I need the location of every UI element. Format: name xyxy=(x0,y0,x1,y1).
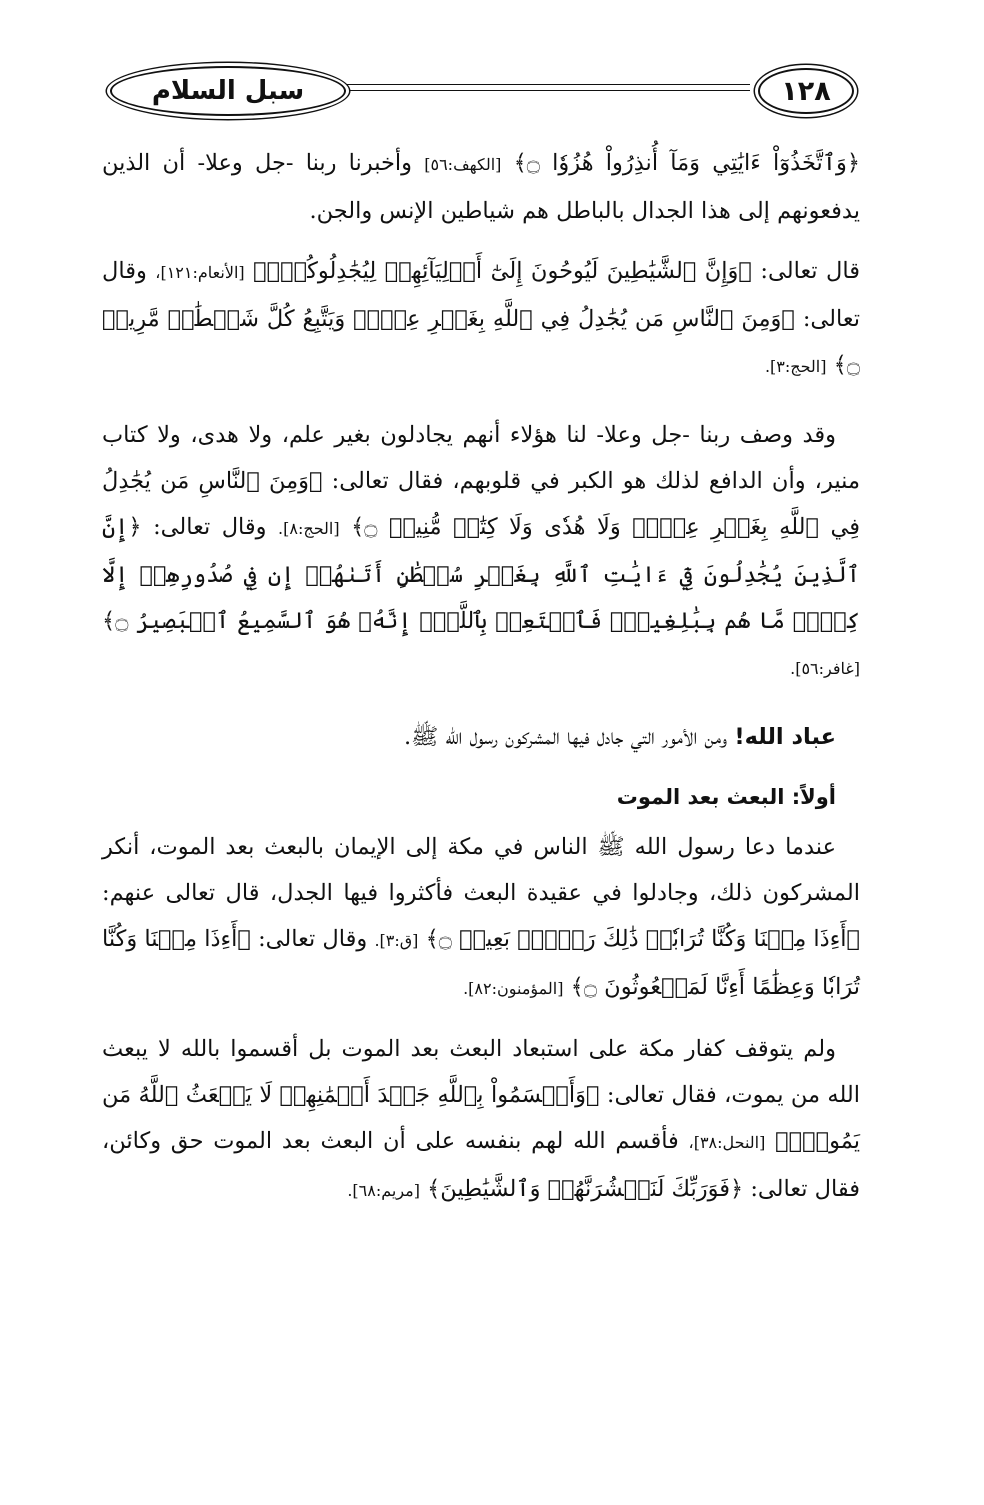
paragraph-text: عندما دعا رسول الله ﷺ الناس في مكة إلى الإيمان بالبعث بعد الموت، أنكر المشركون ذلك، وجادلوا في عقيدة البعث فأكثروا فيها الجدل، قال تعالى عنهم: xyxy=(102,834,860,906)
paragraph-text: ومن الأمور التي جادل فيها المشركون رسول الله ﷺ. xyxy=(404,724,728,750)
verse-reference: [المؤمنون:٨٢]. xyxy=(463,979,564,998)
paragraph-1 xyxy=(102,140,860,234)
paragraph-text: وأخبرنا ربنا -جل وعلا- أن الذين يدفعونهم إلى هذا الجدال بالباطل هم شياطين الإنس والجن. xyxy=(102,150,860,224)
verse-reference: [الأنعام:١٢١]، xyxy=(155,263,245,282)
page-body xyxy=(102,140,860,1228)
quran-verse: ﴿وَمِنَ ٱلنَّاسِ مَن يُجَٰدِلُ فِي ٱللَّهِ بِغَيۡرِ عِلۡمٖ وَلَا هُدٗى وَلَا كِتَٰبٖ مُّنِيرٖ ۝﴾ xyxy=(102,468,861,540)
quran-verse: ﴿أَءِذَا مِتۡنَا وَكُنَّا تُرَابٗاۖ ذَٰلِكَ رَجۡعُۢ بَعِيدٞ ۝﴾ xyxy=(425,926,861,952)
paragraph-5 xyxy=(102,824,860,1012)
quran-verse: ﴿إِنَّ ٱلَّذِينَ يُجَٰدِلُونَ فِيٓ ءَايَٰتِ ٱللَّهِ بِغَيۡرِ سُلۡطَٰنٍ أَتَىٰهُمۡ إِن فِي صُدُورِهِمۡ إِلَّا كِبۡرٞ مَّا هُم بِبَٰلِغِيهِۚ فَٱسۡتَعِذۡ بِٱللَّهِۖ إِنَّهُۥ هُوَ ٱلسَّمِيعُ ٱلۡبَصِيرُ ۝﴾ xyxy=(102,514,860,634)
verse-reference: [الكهف:٥٦] xyxy=(424,155,502,174)
verse-reference: [الحج:٨]. xyxy=(278,519,340,538)
paragraph-text: وقال تعالى: xyxy=(258,926,368,952)
paragraph-6 xyxy=(102,1026,860,1214)
paragraph-text: وقال تعالى: xyxy=(153,514,267,540)
quran-verse: ﴿وَٱتَّخَذُوٓاْ ءَايَٰتِي وَمَآ أُنذِرُواْ هُزُوٗا ۝﴾ xyxy=(513,150,860,176)
paragraph-3 xyxy=(102,412,860,692)
verse-reference: [مريم:٦٨]. xyxy=(347,1181,420,1200)
quran-verse: ﴿وَمِنَ ٱلنَّاسِ مَن يُجَٰدِلُ فِي ٱللَّهِ بِغَيۡرِ عِلۡمٖ وَيَتَّبِعُ كُلَّ شَيۡطَٰنٖ مَّرِيدٖ ۝﴾ xyxy=(102,306,860,378)
paragraph-text: وقد وصف ربنا -جل وعلا- لنا هؤلاء أنهم يجادلون بغير علم، ولا هدى، ولا كتاب منير، وأن الدافع لذلك هو الكبر في قلوبهم، فقال تعالى: xyxy=(102,422,860,494)
paragraph-2 xyxy=(102,248,860,390)
verse-reference: [ق:٣]. xyxy=(374,931,419,950)
paragraph-text: وقال تعالى: xyxy=(102,258,860,332)
running-title: سبل السلام xyxy=(151,76,305,106)
page-number-frame xyxy=(758,68,854,114)
paragraph-4 xyxy=(102,714,860,760)
running-title-frame xyxy=(110,66,346,116)
paragraph-text: ولم يتوقف كفار مكة على استبعاد البعث بعد الموت بل أقسموا بالله لا يبعث الله من يموت، فقال تعالى: xyxy=(102,1036,861,1108)
paragraph-intro: قال تعالى: xyxy=(760,258,860,284)
verse-reference: [النحل:٣٨]، xyxy=(688,1133,766,1152)
quran-verse: ﴿وَأَقۡسَمُواْ بِٱللَّهِ جَهۡدَ أَيۡمَٰنِهِمۡ لَا يَبۡعَثُ ٱللَّهُ مَن يَمُوتُۚ﴾ xyxy=(102,1082,860,1154)
section-heading: أولاً: البعث بعد الموت xyxy=(616,785,836,809)
verse-reference: [الحج:٣]. xyxy=(764,357,827,376)
quran-verse: ﴿وَإِنَّ ٱلشَّيَٰطِينَ لَيُوحُونَ إِلَىٰٓ أَوۡلِيَآئِهِمۡ لِيُجَٰدِلُوكُمۡۖ﴾ xyxy=(253,258,752,284)
paragraph-text: فأقسم الله لهم بنفسه على أن البعث بعد الموت حق وكائن، فقال تعالى: xyxy=(102,1128,860,1202)
quran-verse: ﴿أَءِذَا مِتۡنَا وَكُنَّا تُرَابٗا وَعِظَٰمًا أَءِنَّا لَمَبۡعُوثُونَ ۝﴾ xyxy=(102,926,860,1000)
paragraph-lead: عباد الله! xyxy=(734,724,836,750)
verse-reference: [غافر:٥٦]. xyxy=(790,659,860,678)
quran-verse: ﴿فَوَرَبِّكَ لَنَحۡشُرَنَّهُمۡ وَٱلشَّيَٰطِينَ﴾ xyxy=(427,1176,744,1202)
page-header xyxy=(96,62,860,124)
page-number: ١٢٨ xyxy=(781,75,831,107)
